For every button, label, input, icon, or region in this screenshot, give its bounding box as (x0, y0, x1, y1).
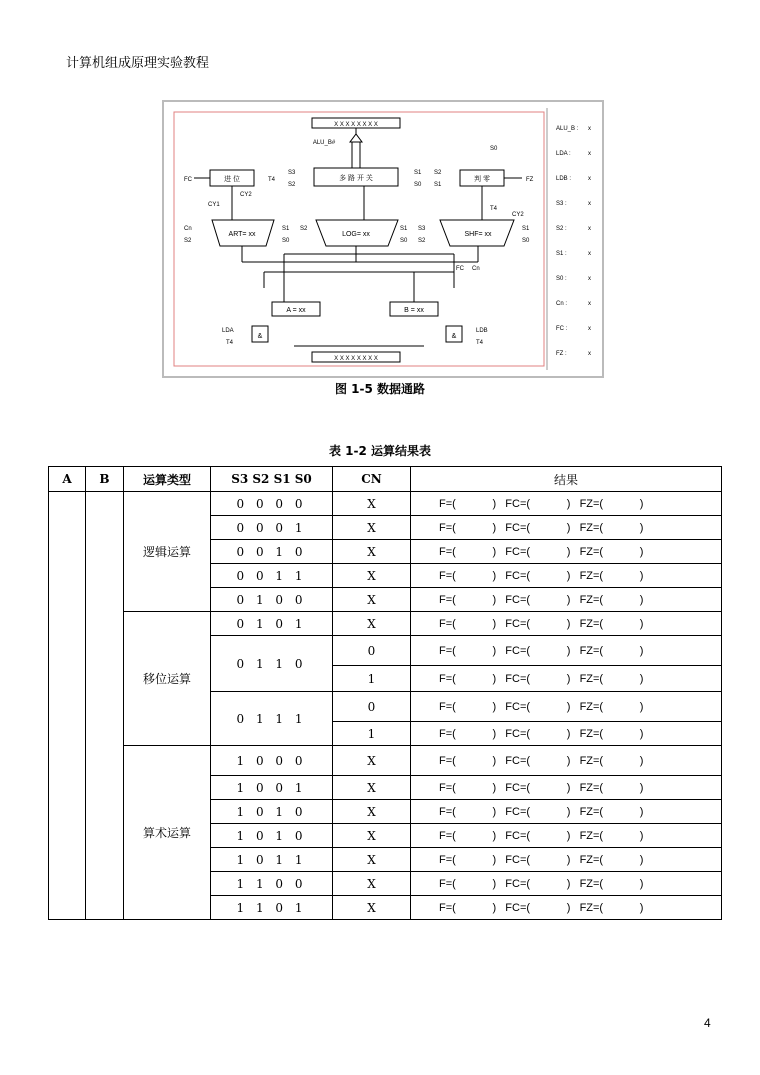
header-result: 结果 (411, 467, 722, 492)
svg-text:CY1: CY1 (208, 202, 220, 208)
svg-text:S3: S3 (418, 226, 426, 232)
result-cell: F=( ) FC=( ) FZ=( ) (411, 722, 722, 746)
svg-text:Cn: Cn (184, 226, 192, 232)
header-selectors: S3 S2 S1 S0 (211, 467, 333, 492)
header-b: B (86, 467, 124, 492)
header-op-type: 运算类型 (124, 467, 211, 492)
result-cell: F=( ) FC=( ) FZ=( ) (411, 588, 722, 612)
figure-caption: 图 1-5 数据通路 (334, 382, 426, 396)
status-value: x (588, 351, 591, 357)
selector-cell: 0 0 1 1 (211, 564, 333, 588)
op-type-cell: 算术运算 (124, 746, 211, 920)
svg-text:S0: S0 (282, 238, 290, 244)
selector-cell: 0 1 0 1 (211, 612, 333, 636)
header-a: A (49, 467, 86, 492)
page-header: 计算机组成原理实验教程 (66, 56, 210, 71)
status-name: FZ : (556, 351, 567, 357)
table-header-row (49, 467, 722, 492)
log-label: LOG= xx (342, 231, 370, 238)
cn-cell: X (333, 564, 411, 588)
svg-text:S0: S0 (414, 182, 422, 188)
cn-cell: X (333, 824, 411, 848)
svg-text:S2: S2 (288, 182, 296, 188)
header-cn: CN (333, 467, 411, 492)
result-cell: F=( ) FC=( ) FZ=( ) (411, 692, 722, 722)
status-value: x (588, 276, 591, 282)
result-cell: F=( ) FC=( ) FZ=( ) (411, 564, 722, 588)
datapath-figure (162, 100, 604, 378)
status-value: x (588, 126, 591, 132)
status-panel (556, 126, 591, 357)
cn-cell: X (333, 746, 411, 776)
cn-cell: X (333, 588, 411, 612)
art-label: ART= xx (228, 231, 256, 238)
bus-bottom-label: X X X X X X X X (334, 356, 378, 362)
cn-cell: X (333, 516, 411, 540)
result-cell: F=( ) FC=( ) FZ=( ) (411, 746, 722, 776)
cn-cell: 1 (333, 722, 411, 746)
svg-text:S3: S3 (288, 170, 296, 176)
selector-cell: 1 0 1 0 (211, 824, 333, 848)
result-cell: F=( ) FC=( ) FZ=( ) (411, 516, 722, 540)
shf-label: SHF= xx (464, 231, 492, 238)
svg-text:T4: T4 (268, 177, 276, 183)
svg-text:&: & (451, 333, 457, 340)
selector-cell: 1 1 0 1 (211, 896, 333, 920)
page-number: 4 (704, 1016, 711, 1030)
table-row (49, 746, 722, 776)
result-table (48, 466, 722, 920)
selector-cell: 1 0 1 1 (211, 848, 333, 872)
cn-cell: X (333, 896, 411, 920)
svg-text:LDB: LDB (476, 328, 488, 334)
reg-b-label: B = xx (404, 307, 424, 314)
result-cell: F=( ) FC=( ) FZ=( ) (411, 872, 722, 896)
svg-text:LDA: LDA (222, 328, 234, 334)
result-cell: F=( ) FC=( ) FZ=( ) (411, 776, 722, 800)
op-type-cell: 移位运算 (124, 612, 211, 746)
svg-text:S0: S0 (490, 146, 498, 152)
selector-cell: 0 0 0 1 (211, 516, 333, 540)
cn-cell: 0 (333, 692, 411, 722)
cn-cell: X (333, 776, 411, 800)
alu-b-label: ALU_B# (312, 140, 336, 146)
svg-text:S1: S1 (400, 226, 408, 232)
carry-label: 进 位 (224, 176, 240, 183)
status-name: LDB : (556, 176, 572, 182)
mux-label: 多 路 开 关 (339, 175, 373, 182)
selector-cell: 0 0 0 0 (211, 492, 333, 516)
svg-text:FZ: FZ (526, 177, 534, 183)
status-value: x (588, 201, 591, 207)
bus-top-label: X X X X X X X X (334, 122, 378, 128)
selector-cell: 1 1 0 0 (211, 872, 333, 896)
svg-text:S1: S1 (282, 226, 290, 232)
status-name: Cn : (556, 301, 568, 307)
table-caption: 表 1-2 运算结果表 (328, 444, 432, 458)
status-name: ALU_B : (556, 126, 579, 132)
result-cell: F=( ) FC=( ) FZ=( ) (411, 492, 722, 516)
result-cell: F=( ) FC=( ) FZ=( ) (411, 666, 722, 692)
status-value: x (588, 226, 591, 232)
reg-a-label: A = xx (286, 307, 306, 314)
svg-text:&: & (257, 333, 263, 340)
op-type-cell: 逻辑运算 (124, 492, 211, 612)
cn-cell: X (333, 492, 411, 516)
table-row (49, 492, 722, 516)
svg-text:T4: T4 (476, 340, 484, 346)
svg-text:CY2: CY2 (240, 192, 252, 198)
status-value: x (588, 176, 591, 182)
status-name: S0 : (556, 276, 567, 282)
status-value: x (588, 251, 591, 257)
result-cell: F=( ) FC=( ) FZ=( ) (411, 824, 722, 848)
selector-cell: 1 0 0 1 (211, 776, 333, 800)
result-cell: F=( ) FC=( ) FZ=( ) (411, 848, 722, 872)
svg-text:FC: FC (456, 266, 464, 272)
selector-cell: 1 0 0 0 (211, 746, 333, 776)
svg-text:S2: S2 (300, 226, 308, 232)
status-name: FC : (556, 326, 568, 332)
datapath-diagram (164, 102, 602, 376)
svg-text:T4: T4 (226, 340, 234, 346)
cn-cell: 0 (333, 636, 411, 666)
selector-cell: 0 1 1 1 (211, 692, 333, 746)
table-row (49, 612, 722, 636)
svg-text:FC: FC (184, 177, 192, 183)
status-value: x (588, 151, 591, 157)
svg-text:S0: S0 (400, 238, 408, 244)
status-value: x (588, 326, 591, 332)
result-cell: F=( ) FC=( ) FZ=( ) (411, 800, 722, 824)
result-cell: F=( ) FC=( ) FZ=( ) (411, 612, 722, 636)
svg-text:S2: S2 (184, 238, 192, 244)
status-name: S1 : (556, 251, 567, 257)
status-name: S2 : (556, 226, 567, 232)
selector-cell: 0 0 1 0 (211, 540, 333, 564)
cn-cell: X (333, 540, 411, 564)
status-name: S3 : (556, 201, 567, 207)
result-cell: F=( ) FC=( ) FZ=( ) (411, 540, 722, 564)
selector-cell: 1 0 1 0 (211, 800, 333, 824)
cn-cell: X (333, 872, 411, 896)
cn-cell: X (333, 612, 411, 636)
cn-cell: 1 (333, 666, 411, 692)
svg-text:CY2: CY2 (512, 212, 524, 218)
svg-text:T4: T4 (490, 206, 498, 212)
svg-text:S1: S1 (434, 182, 442, 188)
cell-b (86, 492, 124, 920)
svg-text:S2: S2 (418, 238, 426, 244)
cn-cell: X (333, 800, 411, 824)
result-cell: F=( ) FC=( ) FZ=( ) (411, 896, 722, 920)
selector-cell: 0 1 0 0 (211, 588, 333, 612)
result-cell: F=( ) FC=( ) FZ=( ) (411, 636, 722, 666)
svg-text:S0: S0 (522, 238, 530, 244)
cn-cell: X (333, 848, 411, 872)
status-value: x (588, 301, 591, 307)
svg-text:Cn: Cn (472, 266, 480, 272)
judge-label: 判 零 (474, 176, 490, 183)
cell-a (49, 492, 86, 920)
svg-text:S1: S1 (414, 170, 422, 176)
svg-text:S1: S1 (522, 226, 530, 232)
status-name: LDA : (556, 151, 571, 157)
selector-cell: 0 1 1 0 (211, 636, 333, 692)
svg-text:S2: S2 (434, 170, 442, 176)
